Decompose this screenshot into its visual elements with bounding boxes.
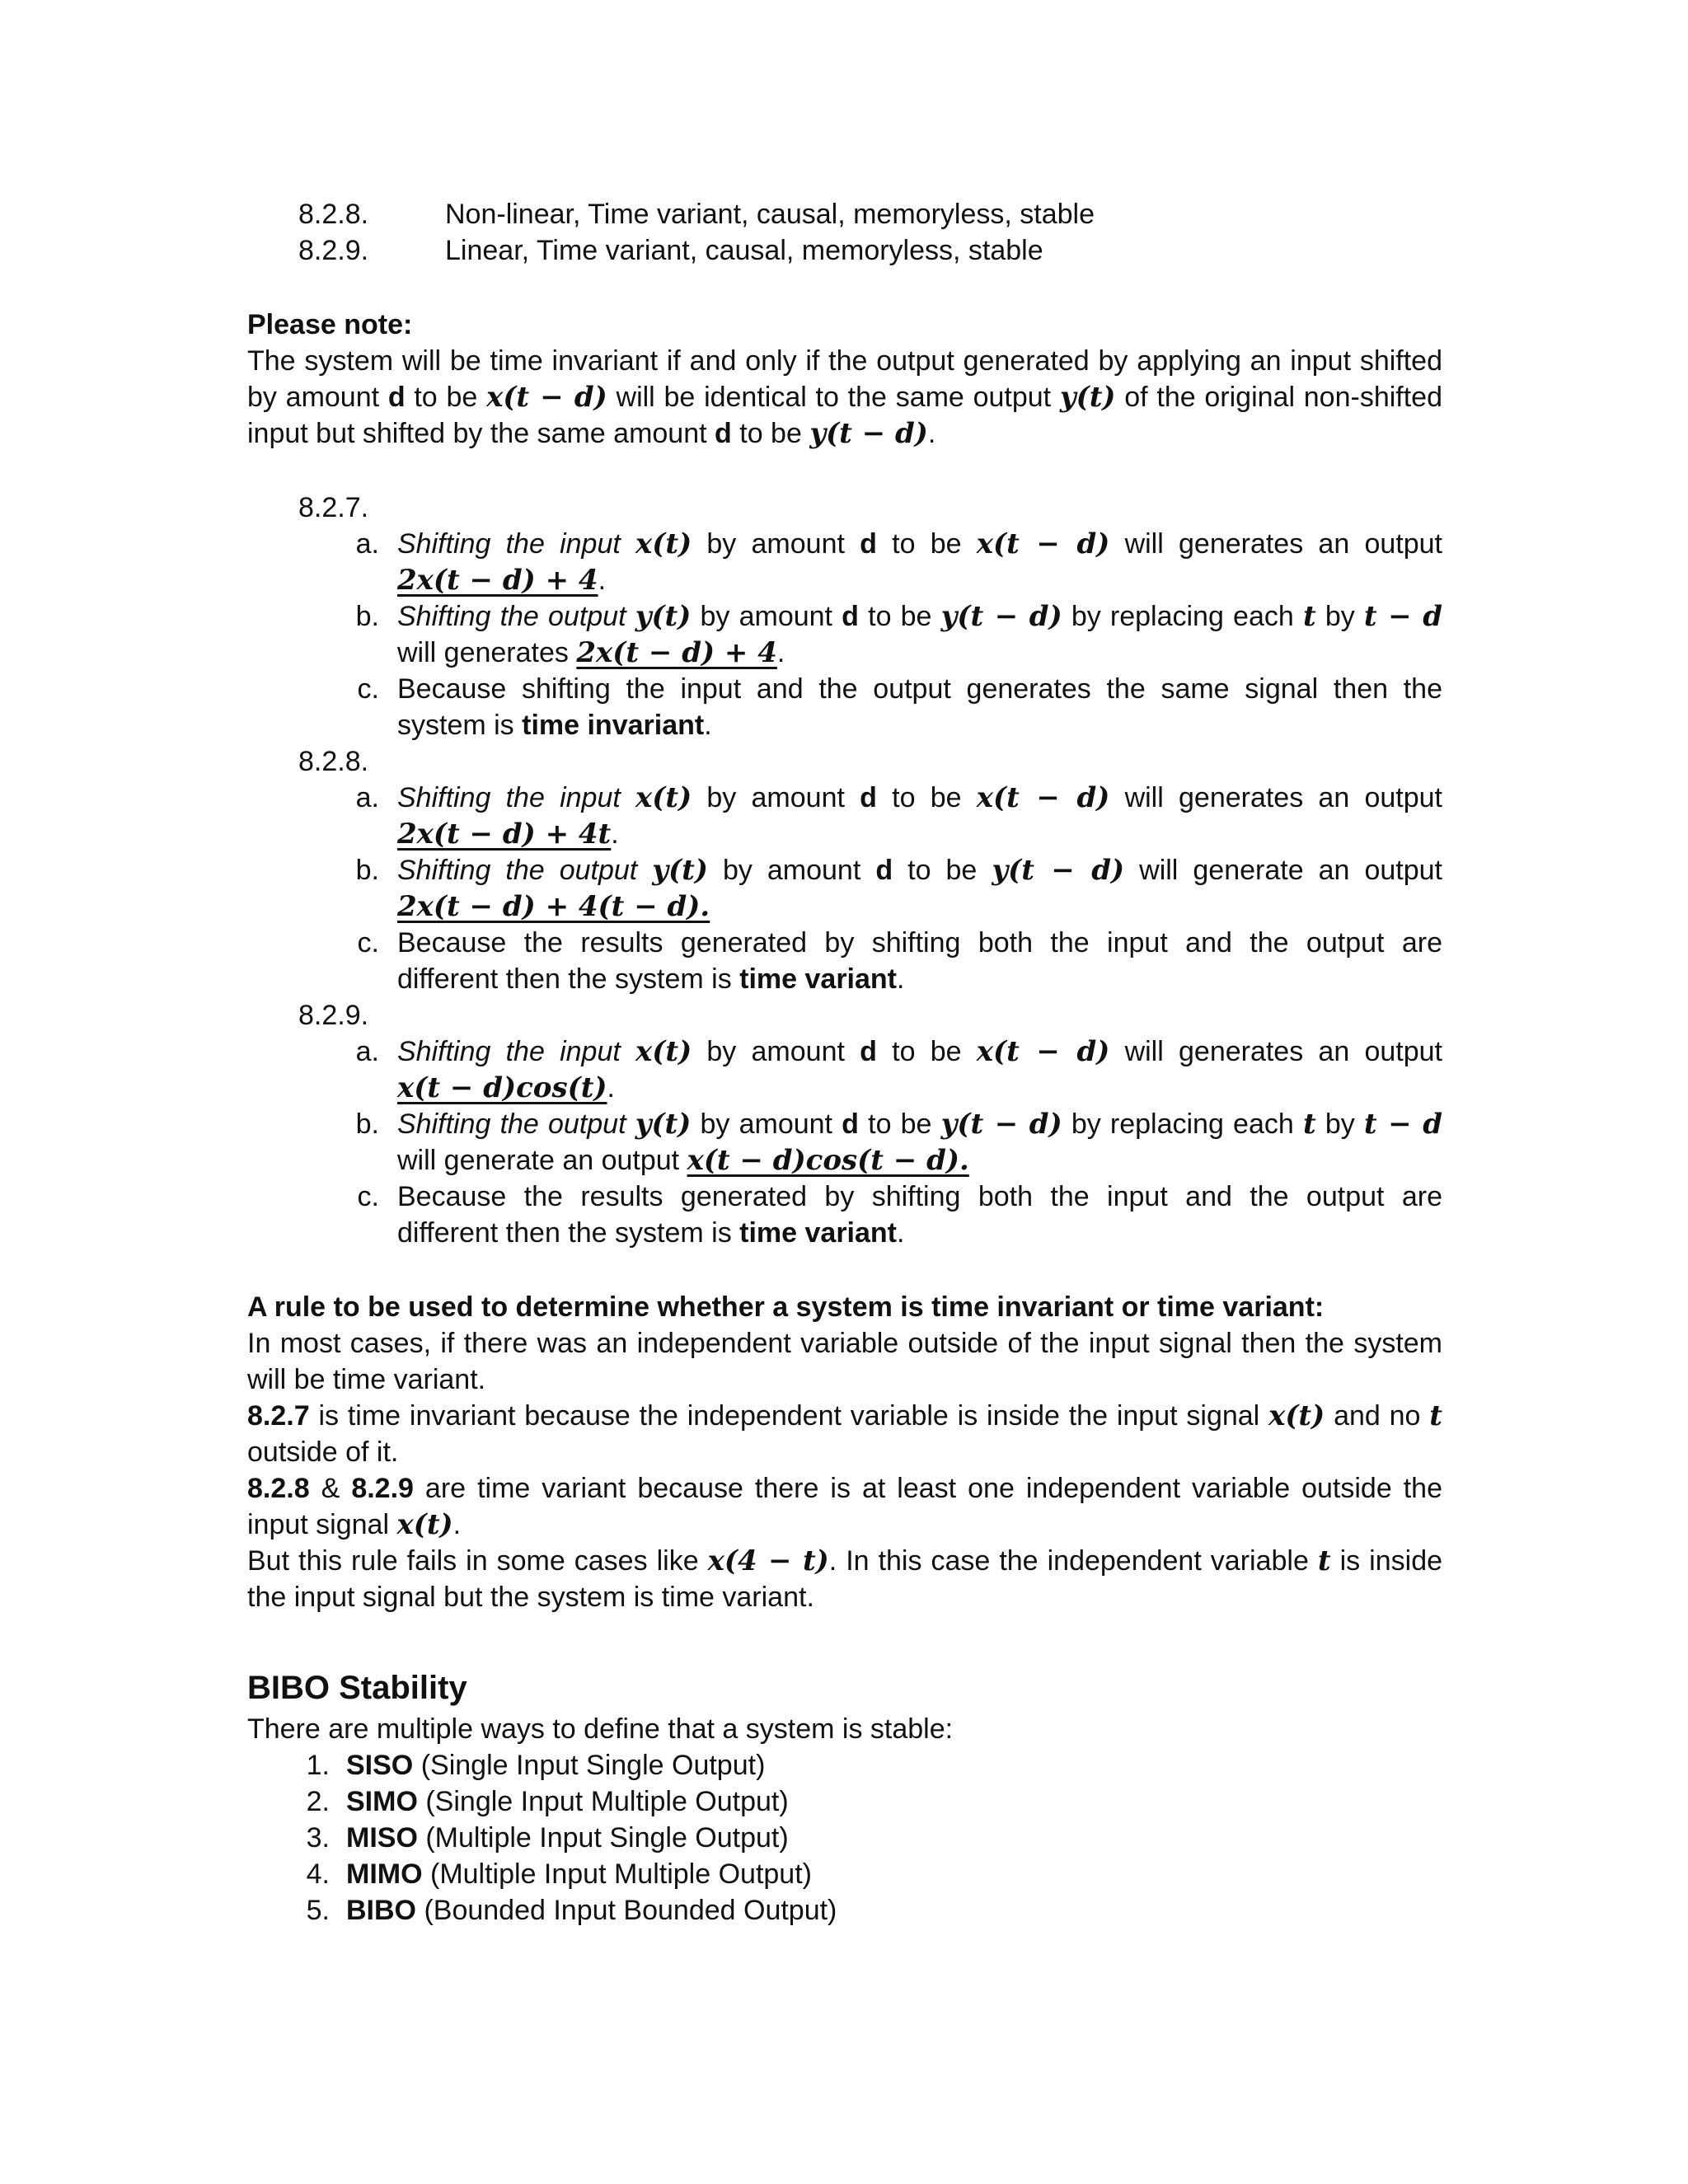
item-text: Shifting the output y(t) by amount d to be y(t − d) will generate an output — [397, 854, 1443, 887]
list-item: SIMO (Single Input Multiple Output) — [346, 1786, 789, 1817]
rule-line: outside of it. — [247, 1436, 399, 1468]
item-text: Shifting the input x(t) by amount d to be x(t − d) will generates an output — [397, 527, 1442, 560]
list-number: 5. — [306, 1895, 330, 1926]
item-text: 2x(t − d) + 4. — [397, 564, 607, 597]
section-label: 8.2.7. — [298, 492, 369, 523]
bibo-intro: There are multiple ways to define that a system is stable: — [247, 1713, 954, 1745]
list-number: 4. — [306, 1858, 330, 1890]
list-number: 3. — [306, 1822, 330, 1854]
item-text: Because the results generated by shifting both the input and the output are — [397, 927, 1442, 958]
note-heading: Please note: — [247, 309, 413, 340]
rule-line: But this rule fails in some cases like x(4 − t). In this case the independent variable t is inside — [247, 1544, 1443, 1577]
top-list-description: Linear, Time variant, causal, memoryless, stable — [445, 235, 1043, 266]
rule-heading: A rule to be used to determine whether a system is time invariant or time variant: — [247, 1291, 1325, 1323]
item-letter: a. — [355, 782, 379, 813]
rule-line: the input signal but the system is time variant. — [247, 1582, 814, 1613]
item-text: will generates 2x(t − d) + 4. — [397, 636, 785, 669]
top-list-number: 8.2.9. — [298, 235, 369, 266]
list-item: MIMO (Multiple Input Multiple Output) — [346, 1858, 812, 1890]
item-text: 2x(t − d) + 4(t − d). — [397, 890, 710, 923]
list-number: 1. — [306, 1750, 330, 1781]
item-text: Shifting the input x(t) by amount d to be x(t − d) will generates an output — [397, 1035, 1442, 1068]
list-item: BIBO (Bounded Input Bounded Output) — [346, 1895, 837, 1926]
item-text: Because the results generated by shifting both the input and the output are — [397, 1181, 1442, 1212]
item-text: Shifting the output y(t) by amount d to be y(t − d) by replacing each t by t − d — [397, 1108, 1443, 1141]
item-text: system is time invariant. — [397, 710, 712, 741]
top-list-description: Non-linear, Time variant, causal, memoryless, stable — [445, 199, 1095, 230]
item-text: will generate an output x(t − d)cos(t − d). — [397, 1144, 969, 1177]
note-line: input but shifted by the same amount d to be y(t − d). — [247, 417, 936, 450]
item-letter: b. — [355, 601, 379, 632]
item-text: different then the system is time variant. — [397, 1217, 905, 1249]
item-text: different then the system is time variant. — [397, 963, 905, 995]
item-text: 2x(t − d) + 4t. — [397, 818, 619, 851]
item-letter: a. — [355, 1036, 379, 1067]
item-letter: c. — [357, 1181, 379, 1212]
item-letter: b. — [355, 1108, 379, 1140]
item-text: Because shifting the input and the output generates the same signal then the — [397, 673, 1442, 705]
item-text: x(t − d)cos(t). — [397, 1071, 615, 1104]
note-line: The system will be time invariant if and only if the output generated by applying an input shifted — [247, 345, 1442, 377]
top-list-number: 8.2.8. — [298, 199, 369, 230]
item-letter: c. — [357, 927, 379, 958]
rule-line: 8.2.7 is time invariant because the independent variable is inside the input signal x(t) and no t — [247, 1399, 1443, 1432]
bibo-heading: BIBO Stability — [247, 1670, 467, 1706]
item-letter: c. — [357, 673, 379, 705]
list-number: 2. — [306, 1786, 330, 1817]
note-line: by amount d to be x(t − d) will be identical to the same output y(t) of the original non-shifted — [247, 381, 1442, 414]
item-text: Shifting the output y(t) by amount d to be y(t − d) by replacing each t by t − d — [397, 600, 1443, 633]
section-label: 8.2.8. — [298, 746, 369, 777]
item-letter: a. — [355, 528, 379, 560]
list-item: SISO (Single Input Single Output) — [346, 1750, 766, 1781]
item-text: Shifting the input x(t) by amount d to be x(t − d) will generates an output — [397, 781, 1442, 814]
rule-line: In most cases, if there was an independent variable outside of the input signal then the system — [247, 1328, 1442, 1359]
rule-line: will be time variant. — [247, 1364, 486, 1395]
rule-line: input signal x(t). — [247, 1508, 462, 1541]
rule-line: 8.2.8 & 8.2.9 are time variant because there is at least one independent variable outside the — [247, 1473, 1442, 1504]
list-item: MISO (Multiple Input Single Output) — [346, 1822, 789, 1854]
section-label: 8.2.9. — [298, 1000, 369, 1031]
item-letter: b. — [355, 855, 379, 886]
